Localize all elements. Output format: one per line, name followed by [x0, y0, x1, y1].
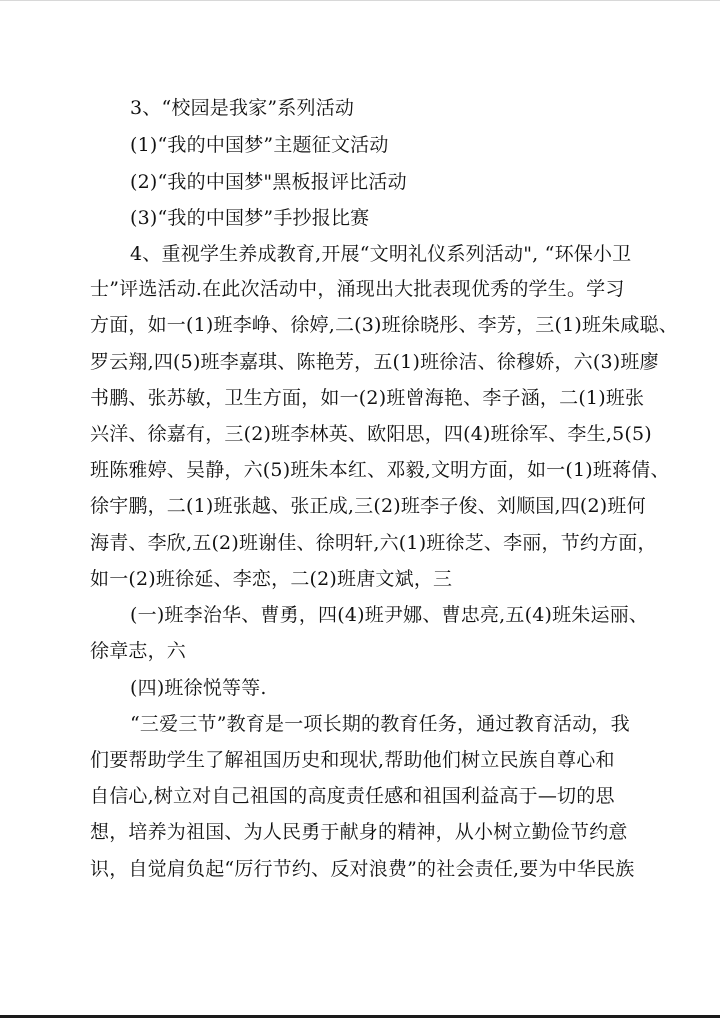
paragraph-line: 方面，如一(1)班李峥、徐婷,二(3)班徐晓彤、李芳，三(1)班朱咸聪、	[90, 314, 678, 336]
paragraph-line: (四)班徐悦等等.	[130, 677, 267, 699]
paragraph-line: 海青、李欣,五(2)班谢佳、徐明轩,六(1)班徐芝、李丽，节约方面，	[90, 532, 657, 554]
paragraph-line: 想，培养为祖国、为人民勇于献身的精神，从小树立勤俭节约意	[90, 821, 628, 843]
paragraph-line: 4、重视学生养成教育,开展“文明礼仪系列活动", “环保小卫	[130, 243, 632, 265]
paragraph-line: 如一(2)班徐延、李恋，二(2)班唐文斌，三	[90, 568, 453, 590]
paragraph-line: 士”评选活动.在此次活动中，涌现出大批表现优秀的学生。学习	[90, 278, 625, 300]
paragraph-line: 自信心,树立对自己祖国的高度责任感和祖国利益高于—切的思	[90, 785, 615, 807]
list-item-3: (3)“我的中国梦”手抄报比赛	[130, 207, 370, 229]
paragraph-line: 罗云翔,四(5)班李嘉琪、陈艳芳，五(1)班徐洁、徐穆娇，六(3)班廖	[90, 351, 659, 373]
paragraph-line: 们要帮助学生了解祖国历史和现状,帮助他们树立民族自尊心和	[90, 749, 615, 771]
top-border	[0, 0, 720, 1]
list-item-2: (2)“我的中国梦"黑板报评比活动	[130, 171, 407, 193]
paragraph-line: (一)班李治华、曹勇，四(4)班尹娜、曹忠亮,五(4)班朱运丽、	[130, 604, 649, 626]
paragraph-line: 书鹏、张苏敏，卫生方面，如一(2)班曾海艳、李子涵，二(1)班张	[90, 387, 645, 409]
paragraph-line: 识，自觉肩负起“厉行节约、反对浪费”的社会责任,要为中华民族	[90, 858, 635, 880]
paragraph-line: 徐章志，六	[90, 640, 187, 662]
paragraph-line: “三爱三节”教育是一项长期的教育任务，通过教育活动，我	[130, 713, 630, 735]
paragraph-line: 班陈雅婷、吴静，六(5)班朱本红、邓毅,文明方面，如一(1)班蒋倩、	[90, 459, 670, 481]
paragraph-line: 兴洋、徐嘉有，三(2)班李林英、欧阳思，四(4)班徐军、李生,5(5)	[90, 423, 652, 445]
heading-item-3: 3、“校园是我家”系列活动	[130, 97, 355, 119]
list-item-1: (1)“我的中国梦”主题征文活动	[130, 134, 389, 156]
paragraph-line: 徐宇鹏，二(1)班张越、张正成,三(2)班李子俊、刘顺国,四(2)班何	[90, 495, 646, 517]
